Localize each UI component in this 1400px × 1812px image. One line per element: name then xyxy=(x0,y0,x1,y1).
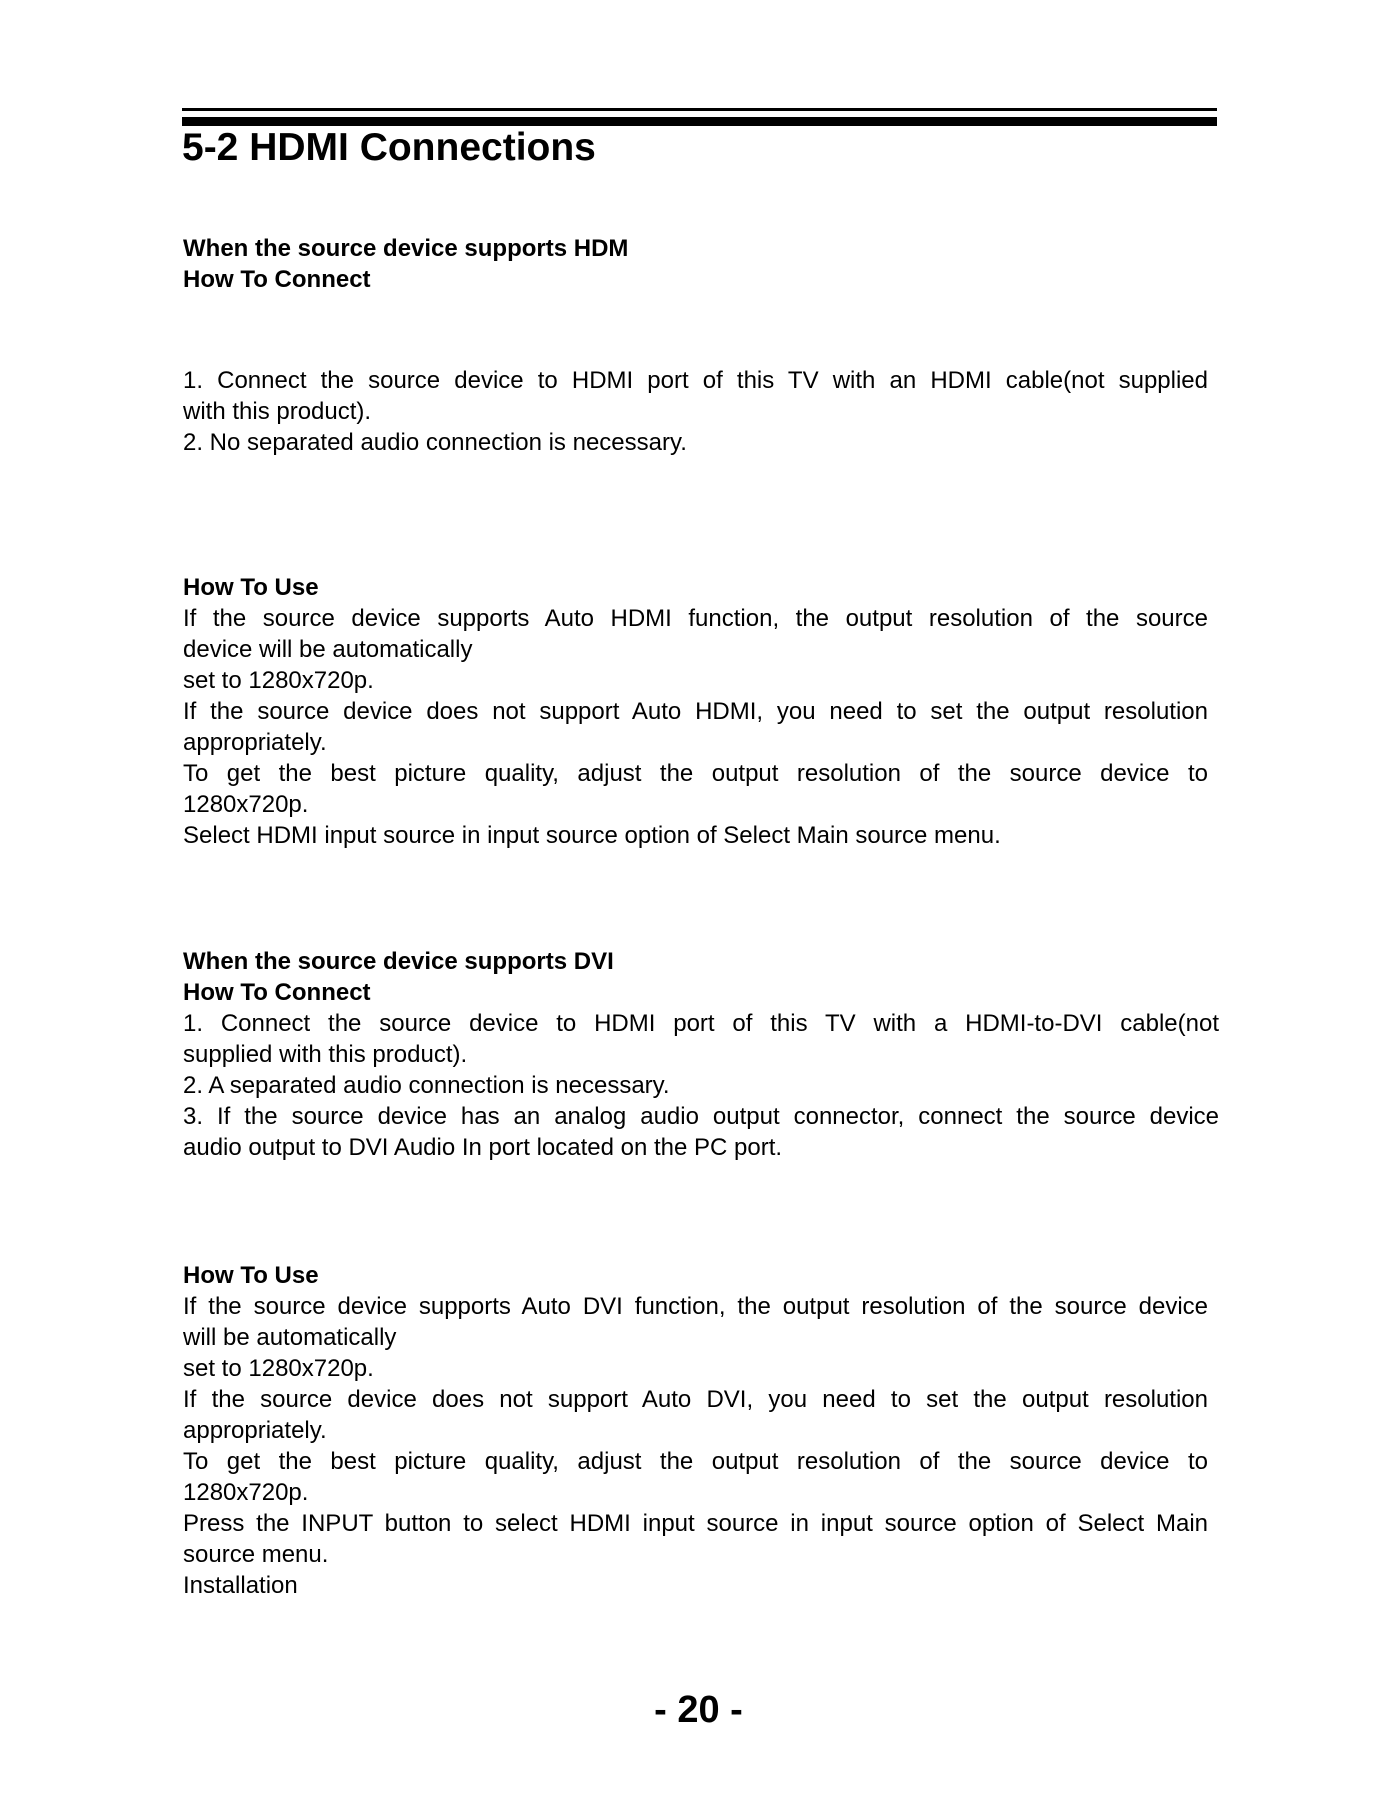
dvi-use-line: To get the best picture quality, adjust the output resolution of the source device to xyxy=(183,1448,1208,1475)
hdmi-connect-steps xyxy=(183,365,1208,458)
dvi-use-line: Installation xyxy=(183,1572,298,1599)
dvi-use-line: If the source device supports Auto DVI function, the output resolution of the source device xyxy=(183,1293,1208,1320)
dvi-use-heading: How To Use xyxy=(183,1262,319,1289)
dvi-connect-heading: How To Connect xyxy=(183,979,371,1006)
dvi-use-line: 1280x720p. xyxy=(183,1479,309,1506)
hdmi-use-line: set to 1280x720p. xyxy=(183,667,374,694)
hdmi-section-heading: When the source device supports HDM xyxy=(183,235,629,262)
dvi-connect-line: audio output to DVI Audio In port located on the PC port. xyxy=(183,1134,783,1161)
hdmi-use-line: To get the best picture quality, adjust the output resolution of the source device to xyxy=(183,760,1208,787)
dvi-use-line: appropriately. xyxy=(183,1417,327,1444)
section-title: 5-2 HDMI Connections xyxy=(182,126,596,169)
dvi-use-line: Press the INPUT button to select HDMI input source in input source option of Select Main xyxy=(183,1510,1208,1537)
dvi-section-heading: When the source device supports DVI xyxy=(183,948,614,975)
hdmi-connect-line: 2. No separated audio connection is necessary. xyxy=(183,429,687,456)
hdmi-connect-heading: How To Connect xyxy=(183,266,371,293)
hdmi-use-line: If the source device does not support Auto HDMI, you need to set the output resolution xyxy=(183,698,1208,725)
dvi-use-line: will be automatically xyxy=(183,1324,397,1351)
dvi-connect-line: 1. Connect the source device to HDMI port of this TV with a HDMI-to-DVI cable(not xyxy=(183,1010,1219,1037)
hdmi-heading-block xyxy=(183,233,1208,295)
dvi-block xyxy=(183,946,1219,1163)
hdmi-connect-line: 1. Connect the source device to HDMI port of this TV with an HDMI cable(not supplied xyxy=(183,367,1208,394)
hdmi-use-line: If the source device supports Auto HDMI function, the output resolution of the source xyxy=(183,605,1208,632)
page-number: - 20 - xyxy=(654,1689,743,1731)
hdmi-use-heading: How To Use xyxy=(183,574,319,601)
hdmi-use-line: appropriately. xyxy=(183,729,327,756)
hdmi-use-line: 1280x720p. xyxy=(183,791,309,818)
dvi-use-block xyxy=(183,1260,1208,1601)
hdmi-use-block xyxy=(183,572,1208,851)
dvi-use-line: If the source device does not support Auto DVI, you need to set the output resolution xyxy=(183,1386,1208,1413)
hdmi-connect-line: with this product). xyxy=(183,398,372,425)
dvi-use-line: set to 1280x720p. xyxy=(183,1355,374,1382)
dvi-use-line: source menu. xyxy=(183,1541,329,1568)
dvi-connect-line: 3. If the source device has an analog audio output connector, connect the source device xyxy=(183,1103,1219,1130)
hdmi-use-line: device will be automatically xyxy=(183,636,473,663)
dvi-connect-line: 2. A separated audio connection is necessary. xyxy=(183,1072,670,1099)
hdmi-use-line: Select HDMI input source in input source option of Select Main source menu. xyxy=(183,822,1001,849)
header-rule-thin xyxy=(182,108,1217,111)
dvi-connect-line: supplied with this product). xyxy=(183,1041,468,1068)
